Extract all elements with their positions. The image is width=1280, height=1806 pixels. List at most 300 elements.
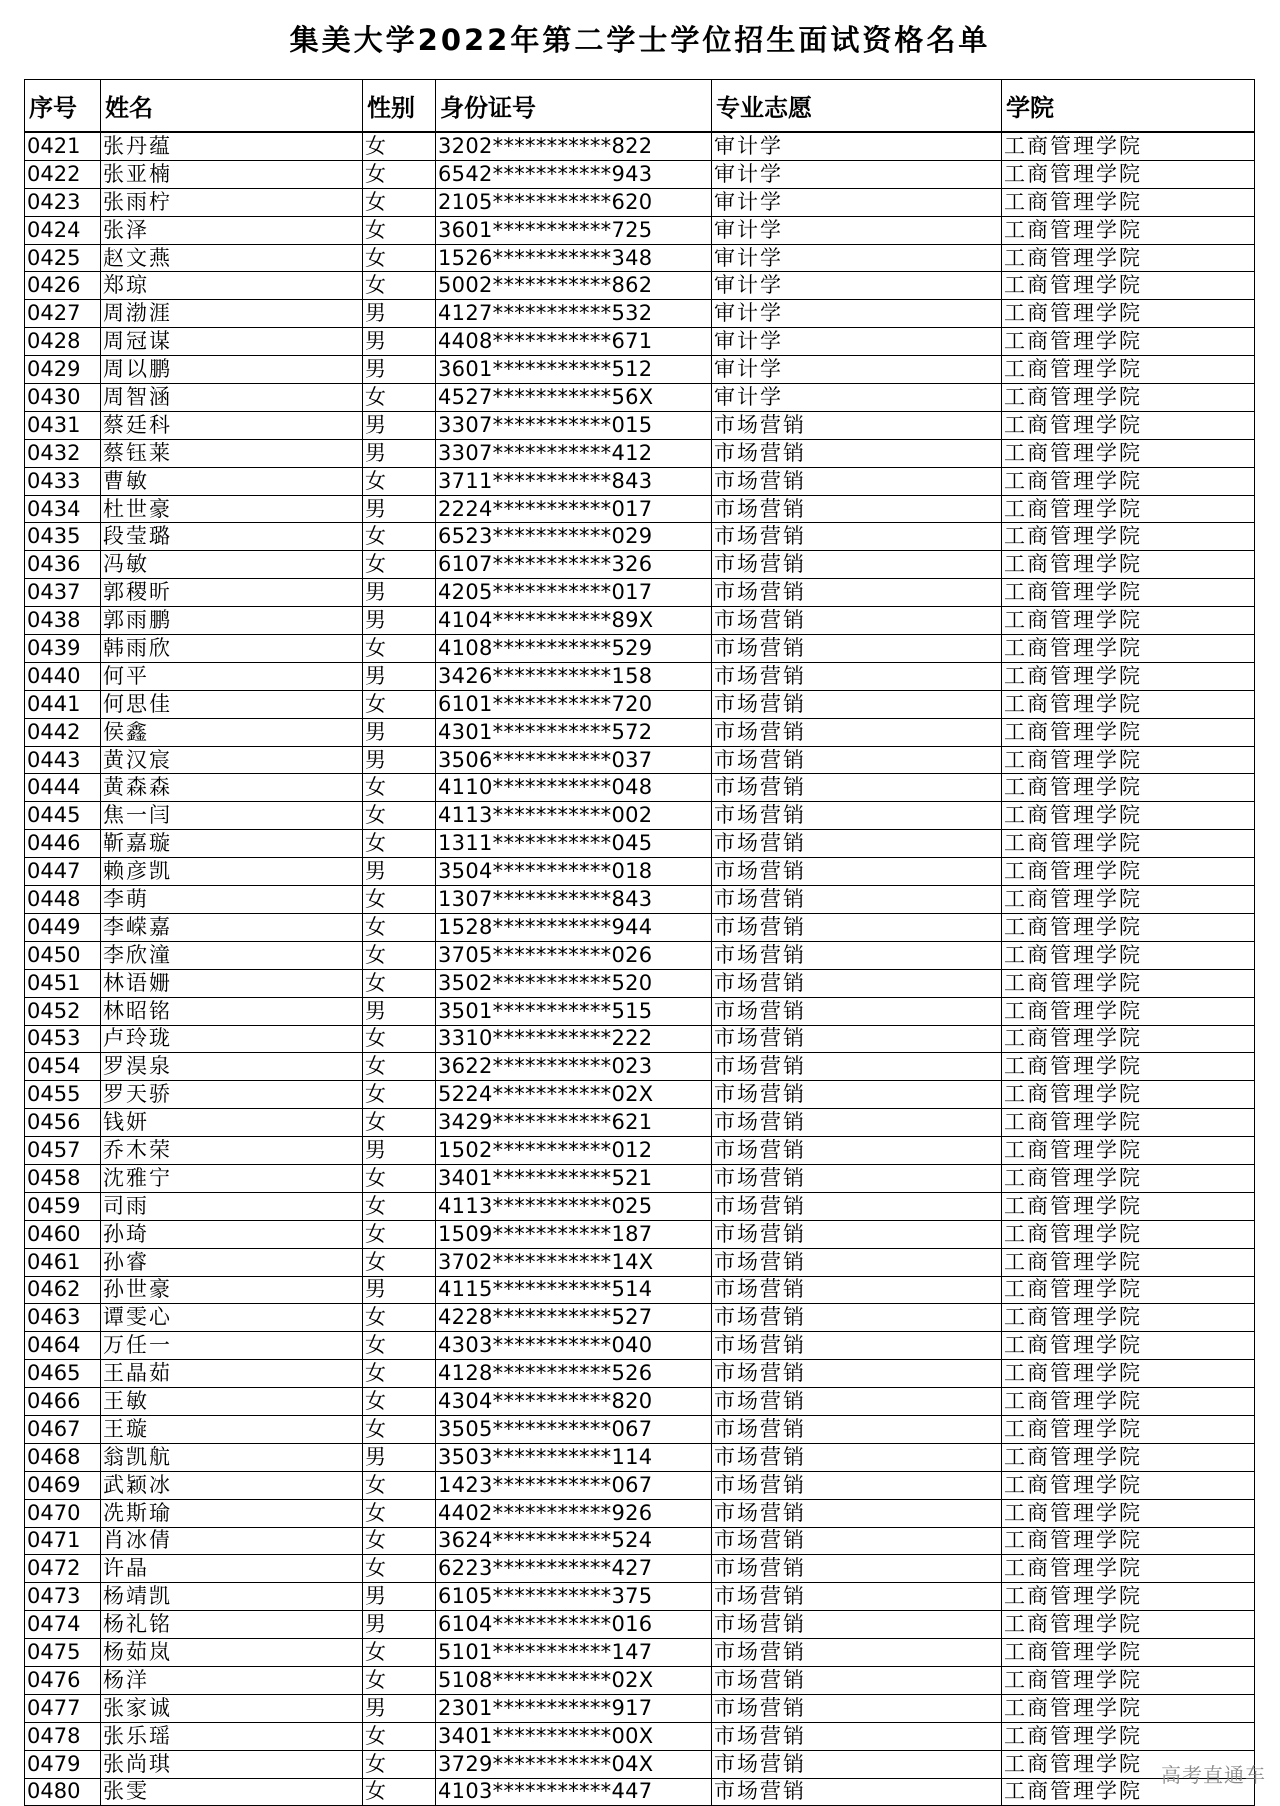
cell-serial-number: 0466 (25, 1388, 101, 1416)
cell-name: 杨礼铭 (101, 1611, 363, 1639)
cell-sex: 男 (363, 662, 436, 690)
cell-name: 张雨柠 (101, 188, 363, 216)
cell-college: 工商管理学院 (1002, 1499, 1255, 1527)
table-row (25, 272, 1255, 300)
cell-id-number: 4303***********040 (436, 1332, 712, 1360)
cell-major: 市场营销 (712, 858, 1002, 886)
cell-major: 市场营销 (712, 1750, 1002, 1778)
cell-major: 市场营销 (712, 886, 1002, 914)
cell-sex: 女 (363, 1639, 436, 1667)
table-row (25, 858, 1255, 886)
cell-id-number: 4128***********526 (436, 1360, 712, 1388)
cell-name: 赖彦凯 (101, 858, 363, 886)
cell-sex: 女 (363, 160, 436, 188)
cell-college: 工商管理学院 (1002, 160, 1255, 188)
cell-name: 钱妍 (101, 1109, 363, 1137)
cell-college: 工商管理学院 (1002, 1025, 1255, 1053)
cell-college: 工商管理学院 (1002, 1388, 1255, 1416)
cell-major: 审计学 (712, 188, 1002, 216)
cell-sex: 女 (363, 1471, 436, 1499)
cell-name: 杨茹岚 (101, 1639, 363, 1667)
candidate-table (24, 79, 1255, 1806)
table-row (25, 523, 1255, 551)
cell-major: 市场营销 (712, 1694, 1002, 1722)
table-row (25, 1750, 1255, 1778)
cell-id-number: 1307***********843 (436, 886, 712, 914)
cell-major: 市场营销 (712, 1471, 1002, 1499)
table-row (25, 774, 1255, 802)
cell-id-number: 3729***********04X (436, 1750, 712, 1778)
cell-sex: 女 (363, 1053, 436, 1081)
cell-name: 郑琼 (101, 272, 363, 300)
cell-name: 黄森森 (101, 774, 363, 802)
cell-name: 张亚楠 (101, 160, 363, 188)
cell-college: 工商管理学院 (1002, 690, 1255, 718)
cell-college: 工商管理学院 (1002, 830, 1255, 858)
cell-serial-number: 0480 (25, 1778, 101, 1806)
cell-serial-number: 0448 (25, 886, 101, 914)
table-row (25, 746, 1255, 774)
cell-sex: 女 (363, 1360, 436, 1388)
cell-id-number: 3711***********843 (436, 467, 712, 495)
cell-id-number: 4527***********56X (436, 384, 712, 412)
table-row (25, 244, 1255, 272)
cell-sex: 女 (363, 969, 436, 997)
cell-college: 工商管理学院 (1002, 1778, 1255, 1806)
table-row (25, 886, 1255, 914)
cell-sex: 男 (363, 300, 436, 328)
cell-major: 审计学 (712, 328, 1002, 356)
cell-sex: 女 (363, 1025, 436, 1053)
table-row (25, 1081, 1255, 1109)
cell-college: 工商管理学院 (1002, 1694, 1255, 1722)
cell-name: 许晶 (101, 1555, 363, 1583)
cell-major: 市场营销 (712, 1137, 1002, 1165)
cell-sex: 女 (363, 1192, 436, 1220)
cell-college: 工商管理学院 (1002, 523, 1255, 551)
cell-sex: 男 (363, 607, 436, 635)
cell-id-number: 3307***********412 (436, 439, 712, 467)
cell-id-number: 6542***********943 (436, 160, 712, 188)
cell-id-number: 6104***********016 (436, 1611, 712, 1639)
table-row (25, 160, 1255, 188)
cell-sex: 男 (363, 356, 436, 384)
table-body (25, 132, 1255, 1806)
cell-sex: 女 (363, 802, 436, 830)
cell-major: 市场营销 (712, 1360, 1002, 1388)
cell-serial-number: 0471 (25, 1527, 101, 1555)
cell-id-number: 3601***********512 (436, 356, 712, 384)
cell-serial-number: 0450 (25, 941, 101, 969)
table-row (25, 1109, 1255, 1137)
cell-serial-number: 0439 (25, 635, 101, 663)
cell-id-number: 5101***********147 (436, 1639, 712, 1667)
cell-major: 市场营销 (712, 969, 1002, 997)
cell-major: 市场营销 (712, 439, 1002, 467)
cell-major: 市场营销 (712, 1192, 1002, 1220)
cell-id-number: 6105***********375 (436, 1583, 712, 1611)
table-row (25, 1220, 1255, 1248)
cell-sex: 女 (363, 1220, 436, 1248)
cell-major: 市场营销 (712, 467, 1002, 495)
cell-sex: 女 (363, 1109, 436, 1137)
cell-sex: 男 (363, 495, 436, 523)
cell-college: 工商管理学院 (1002, 579, 1255, 607)
table-row (25, 662, 1255, 690)
cell-major: 市场营销 (712, 607, 1002, 635)
cell-name: 黄汉宸 (101, 746, 363, 774)
cell-serial-number: 0473 (25, 1583, 101, 1611)
cell-major: 市场营销 (712, 830, 1002, 858)
cell-major: 市场营销 (712, 1388, 1002, 1416)
cell-name: 司雨 (101, 1192, 363, 1220)
cell-college: 工商管理学院 (1002, 635, 1255, 663)
cell-sex: 女 (363, 635, 436, 663)
cell-college: 工商管理学院 (1002, 1192, 1255, 1220)
cell-college: 工商管理学院 (1002, 272, 1255, 300)
cell-name: 周智涵 (101, 384, 363, 412)
cell-major: 市场营销 (712, 1778, 1002, 1806)
cell-name: 李萌 (101, 886, 363, 914)
cell-sex: 男 (363, 579, 436, 607)
cell-serial-number: 0454 (25, 1053, 101, 1081)
cell-college: 工商管理学院 (1002, 384, 1255, 412)
table-row (25, 1248, 1255, 1276)
cell-id-number: 5108***********02X (436, 1666, 712, 1694)
cell-major: 市场营销 (712, 1304, 1002, 1332)
cell-id-number: 3705***********026 (436, 941, 712, 969)
cell-id-number: 6223***********427 (436, 1555, 712, 1583)
cell-name: 周冠谋 (101, 328, 363, 356)
cell-major: 市场营销 (712, 1164, 1002, 1192)
cell-sex: 女 (363, 1164, 436, 1192)
cell-major: 市场营销 (712, 1499, 1002, 1527)
cell-major: 市场营销 (712, 551, 1002, 579)
cell-sex: 女 (363, 1332, 436, 1360)
cell-name: 罗淏泉 (101, 1053, 363, 1081)
cell-college: 工商管理学院 (1002, 746, 1255, 774)
cell-id-number: 4228***********527 (436, 1304, 712, 1332)
cell-name: 王璇 (101, 1415, 363, 1443)
cell-name: 李欣潼 (101, 941, 363, 969)
cell-college: 工商管理学院 (1002, 1750, 1255, 1778)
cell-major: 市场营销 (712, 1415, 1002, 1443)
table-row (25, 1527, 1255, 1555)
cell-name: 郭雨鹏 (101, 607, 363, 635)
cell-serial-number: 0449 (25, 913, 101, 941)
cell-major: 市场营销 (712, 1666, 1002, 1694)
cell-serial-number: 0469 (25, 1471, 101, 1499)
table-row (25, 1137, 1255, 1165)
cell-college: 工商管理学院 (1002, 886, 1255, 914)
table-row (25, 384, 1255, 412)
cell-serial-number: 0437 (25, 579, 101, 607)
table-row (25, 300, 1255, 328)
cell-college: 工商管理学院 (1002, 132, 1255, 160)
table-row (25, 495, 1255, 523)
table-row (25, 579, 1255, 607)
cell-major: 审计学 (712, 216, 1002, 244)
cell-college: 工商管理学院 (1002, 411, 1255, 439)
cell-sex: 男 (363, 718, 436, 746)
table-row (25, 188, 1255, 216)
cell-sex: 女 (363, 244, 436, 272)
cell-serial-number: 0470 (25, 1499, 101, 1527)
table-row (25, 1666, 1255, 1694)
cell-name: 侯鑫 (101, 718, 363, 746)
cell-serial-number: 0467 (25, 1415, 101, 1443)
cell-id-number: 2301***********917 (436, 1694, 712, 1722)
table-row (25, 802, 1255, 830)
cell-major: 市场营销 (712, 411, 1002, 439)
cell-college: 工商管理学院 (1002, 328, 1255, 356)
cell-major: 市场营销 (712, 635, 1002, 663)
cell-name: 张乐瑶 (101, 1722, 363, 1750)
cell-id-number: 4113***********025 (436, 1192, 712, 1220)
cell-id-number: 3310***********222 (436, 1025, 712, 1053)
cell-college: 工商管理学院 (1002, 300, 1255, 328)
cell-sex: 女 (363, 1415, 436, 1443)
cell-college: 工商管理学院 (1002, 188, 1255, 216)
table-row (25, 132, 1255, 160)
table-row (25, 1360, 1255, 1388)
cell-college: 工商管理学院 (1002, 1415, 1255, 1443)
cell-major: 审计学 (712, 384, 1002, 412)
cell-serial-number: 0444 (25, 774, 101, 802)
cell-sex: 女 (363, 830, 436, 858)
cell-name: 沈雅宁 (101, 1164, 363, 1192)
cell-sex: 男 (363, 1443, 436, 1471)
cell-id-number: 3702***********14X (436, 1248, 712, 1276)
table-row (25, 1694, 1255, 1722)
cell-serial-number: 0472 (25, 1555, 101, 1583)
table-row (25, 1499, 1255, 1527)
cell-name: 王晶茹 (101, 1360, 363, 1388)
cell-serial-number: 0432 (25, 439, 101, 467)
cell-serial-number: 0429 (25, 356, 101, 384)
cell-name: 周以鹏 (101, 356, 363, 384)
cell-college: 工商管理学院 (1002, 1332, 1255, 1360)
cell-sex: 男 (363, 439, 436, 467)
cell-id-number: 4408***********671 (436, 328, 712, 356)
table-row (25, 1025, 1255, 1053)
cell-serial-number: 0459 (25, 1192, 101, 1220)
cell-name: 张雯 (101, 1778, 363, 1806)
cell-id-number: 6101***********720 (436, 690, 712, 718)
cell-major: 审计学 (712, 160, 1002, 188)
document-title: 集美大学2022年第二学士学位招生面试资格名单 (289, 23, 991, 57)
cell-serial-number: 0465 (25, 1360, 101, 1388)
cell-sex: 男 (363, 1583, 436, 1611)
cell-serial-number: 0461 (25, 1248, 101, 1276)
cell-name: 王敏 (101, 1388, 363, 1416)
cell-college: 工商管理学院 (1002, 1164, 1255, 1192)
cell-id-number: 3401***********521 (436, 1164, 712, 1192)
cell-id-number: 3401***********00X (436, 1722, 712, 1750)
cell-college: 工商管理学院 (1002, 1527, 1255, 1555)
cell-id-number: 3429***********621 (436, 1109, 712, 1137)
cell-id-number: 4113***********002 (436, 802, 712, 830)
cell-serial-number: 0433 (25, 467, 101, 495)
cell-id-number: 4301***********572 (436, 718, 712, 746)
cell-sex: 女 (363, 216, 436, 244)
cell-name: 韩雨欣 (101, 635, 363, 663)
cell-sex: 女 (363, 1499, 436, 1527)
cell-id-number: 4110***********048 (436, 774, 712, 802)
table-row (25, 1583, 1255, 1611)
cell-serial-number: 0436 (25, 551, 101, 579)
cell-serial-number: 0451 (25, 969, 101, 997)
cell-id-number: 4402***********926 (436, 1499, 712, 1527)
cell-id-number: 5224***********02X (436, 1081, 712, 1109)
cell-major: 审计学 (712, 132, 1002, 160)
cell-major: 市场营销 (712, 1583, 1002, 1611)
cell-id-number: 3622***********023 (436, 1053, 712, 1081)
table-row (25, 328, 1255, 356)
cell-id-number: 3505***********067 (436, 1415, 712, 1443)
cell-college: 工商管理学院 (1002, 1109, 1255, 1137)
cell-serial-number: 0424 (25, 216, 101, 244)
cell-serial-number: 0455 (25, 1081, 101, 1109)
table-row (25, 1276, 1255, 1304)
cell-major: 审计学 (712, 300, 1002, 328)
cell-name: 肖冰倩 (101, 1527, 363, 1555)
table-row (25, 941, 1255, 969)
cell-serial-number: 0431 (25, 411, 101, 439)
cell-name: 孙琦 (101, 1220, 363, 1248)
cell-serial-number: 0423 (25, 188, 101, 216)
cell-id-number: 3502***********520 (436, 969, 712, 997)
cell-major: 市场营销 (712, 662, 1002, 690)
cell-college: 工商管理学院 (1002, 1304, 1255, 1332)
cell-serial-number: 0427 (25, 300, 101, 328)
cell-serial-number: 0457 (25, 1137, 101, 1165)
cell-college: 工商管理学院 (1002, 1443, 1255, 1471)
table-row (25, 1722, 1255, 1750)
cell-major: 市场营销 (712, 1053, 1002, 1081)
cell-sex: 男 (363, 1611, 436, 1639)
cell-sex: 女 (363, 188, 436, 216)
cell-sex: 女 (363, 272, 436, 300)
cell-name: 靳嘉璇 (101, 830, 363, 858)
cell-major: 市场营销 (712, 495, 1002, 523)
cell-serial-number: 0422 (25, 160, 101, 188)
cell-name: 何平 (101, 662, 363, 690)
cell-major: 市场营销 (712, 718, 1002, 746)
table-row (25, 1778, 1255, 1806)
cell-college: 工商管理学院 (1002, 1555, 1255, 1583)
cell-sex: 女 (363, 690, 436, 718)
cell-id-number: 3202***********822 (436, 132, 712, 160)
cell-major: 市场营销 (712, 1276, 1002, 1304)
cell-major: 市场营销 (712, 802, 1002, 830)
cell-sex: 男 (363, 1694, 436, 1722)
cell-name: 李嵘嘉 (101, 913, 363, 941)
cell-sex: 男 (363, 1276, 436, 1304)
cell-id-number: 3307***********015 (436, 411, 712, 439)
cell-id-number: 1509***********187 (436, 1220, 712, 1248)
cell-college: 工商管理学院 (1002, 551, 1255, 579)
cell-name: 谭雯心 (101, 1304, 363, 1332)
cell-id-number: 4127***********532 (436, 300, 712, 328)
cell-sex: 男 (363, 328, 436, 356)
cell-serial-number: 0464 (25, 1332, 101, 1360)
cell-college: 工商管理学院 (1002, 1360, 1255, 1388)
header-college: 学院 (1002, 80, 1255, 133)
table-row (25, 216, 1255, 244)
cell-name: 林语姗 (101, 969, 363, 997)
table-row (25, 1471, 1255, 1499)
cell-college: 工商管理学院 (1002, 356, 1255, 384)
cell-id-number: 1528***********944 (436, 913, 712, 941)
cell-college: 工商管理学院 (1002, 1722, 1255, 1750)
cell-serial-number: 0456 (25, 1109, 101, 1137)
cell-sex: 男 (363, 411, 436, 439)
cell-id-number: 2105***********620 (436, 188, 712, 216)
cell-name: 周渤涯 (101, 300, 363, 328)
cell-serial-number: 0462 (25, 1276, 101, 1304)
cell-serial-number: 0446 (25, 830, 101, 858)
cell-sex: 女 (363, 774, 436, 802)
cell-name: 何思佳 (101, 690, 363, 718)
cell-name: 段莹璐 (101, 523, 363, 551)
table-header-row (25, 80, 1255, 133)
cell-major: 市场营销 (712, 690, 1002, 718)
cell-name: 蔡钰莱 (101, 439, 363, 467)
cell-major: 市场营销 (712, 1639, 1002, 1667)
cell-major: 市场营销 (712, 746, 1002, 774)
cell-major: 市场营销 (712, 579, 1002, 607)
cell-sex: 女 (363, 1555, 436, 1583)
cell-serial-number: 0435 (25, 523, 101, 551)
cell-id-number: 3506***********037 (436, 746, 712, 774)
cell-college: 工商管理学院 (1002, 1053, 1255, 1081)
table-row (25, 913, 1255, 941)
cell-name: 张尚琪 (101, 1750, 363, 1778)
cell-name: 翁凯航 (101, 1443, 363, 1471)
cell-sex: 女 (363, 1666, 436, 1694)
cell-college: 工商管理学院 (1002, 1583, 1255, 1611)
cell-serial-number: 0452 (25, 997, 101, 1025)
cell-major: 市场营销 (712, 1443, 1002, 1471)
table-row (25, 1053, 1255, 1081)
cell-name: 郭稷昕 (101, 579, 363, 607)
cell-id-number: 1526***********348 (436, 244, 712, 272)
cell-serial-number: 0438 (25, 607, 101, 635)
cell-college: 工商管理学院 (1002, 1081, 1255, 1109)
table-row (25, 1388, 1255, 1416)
cell-id-number: 4115***********514 (436, 1276, 712, 1304)
cell-sex: 女 (363, 523, 436, 551)
table-row (25, 718, 1255, 746)
cell-id-number: 3624***********524 (436, 1527, 712, 1555)
cell-college: 工商管理学院 (1002, 858, 1255, 886)
cell-sex: 男 (363, 858, 436, 886)
cell-college: 工商管理学院 (1002, 1248, 1255, 1276)
cell-name: 张家诚 (101, 1694, 363, 1722)
cell-sex: 女 (363, 1304, 436, 1332)
table-row (25, 997, 1255, 1025)
cell-major: 市场营销 (712, 1555, 1002, 1583)
cell-name: 罗天骄 (101, 1081, 363, 1109)
cell-id-number: 6523***********029 (436, 523, 712, 551)
cell-sex: 女 (363, 467, 436, 495)
cell-college: 工商管理学院 (1002, 1276, 1255, 1304)
cell-college: 工商管理学院 (1002, 495, 1255, 523)
cell-major: 审计学 (712, 272, 1002, 300)
cell-id-number: 6107***********326 (436, 551, 712, 579)
cell-serial-number: 0479 (25, 1750, 101, 1778)
